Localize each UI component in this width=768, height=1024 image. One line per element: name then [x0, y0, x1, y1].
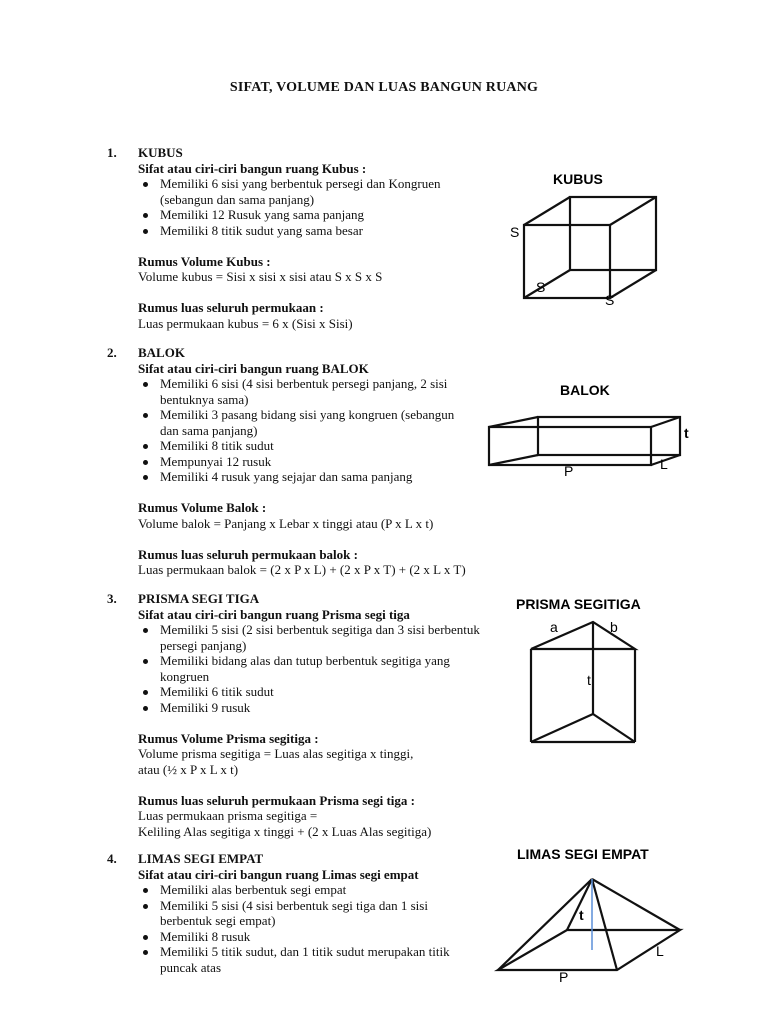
figure-label: LIMAS SEGI EMPAT — [517, 846, 649, 862]
area-formula-title: Rumus luas seluruh permukaan : — [138, 300, 324, 315]
figure-var: t — [579, 907, 584, 923]
properties-title: Sifat atau ciri-ciri bangun ruang BALOK — [138, 360, 369, 376]
section-heading: BALOK — [138, 345, 185, 360]
figure-var: t — [587, 672, 591, 688]
square-pyramid-figure — [490, 840, 700, 982]
triangular-prism-figure — [510, 592, 670, 752]
figure-label: PRISMA SEGITIGA — [516, 596, 641, 612]
section-body — [138, 867, 498, 976]
section-number: 2. — [107, 345, 117, 360]
section-heading: KUBUS — [138, 145, 183, 160]
list-item: Memiliki 8 titik sudut — [138, 438, 498, 454]
volume-formula-title: Rumus Volume Balok : — [138, 500, 267, 515]
list-item: Memiliki 6 sisi (4 sisi berbentuk persegi panjang, 2 sisi bentuknya sama) — [138, 376, 465, 407]
list-item: Memiliki 5 sisi (4 sisi berbentuk segi tiga dan 1 sisi berbentuk segi empat) — [138, 898, 430, 929]
properties-title: Sifat atau ciri-ciri bangun ruang Kubus : — [138, 160, 367, 176]
list-item: Memiliki bidang alas dan tutup berbentuk segitiga yang kongruen — [138, 653, 480, 684]
volume-formula-title: Rumus Volume Prisma segitiga : — [138, 730, 319, 746]
section-number: 1. — [107, 145, 117, 160]
figure-var: L — [656, 943, 664, 959]
figure-var: P — [559, 969, 569, 982]
section-body — [138, 361, 498, 578]
properties-list — [138, 622, 498, 715]
figure-var: S — [605, 292, 615, 308]
area-formula-line: Luas permukaan prisma segitiga = — [138, 808, 318, 823]
section-body — [138, 161, 498, 332]
list-item: Memiliki 5 titik sudut, dan 1 titik sudut merupakan titik puncak atas — [138, 944, 485, 975]
properties-title: Sifat atau ciri-ciri bangun ruang Prisma segi tiga — [138, 606, 410, 622]
list-item: Memiliki 5 sisi (2 sisi berbentuk segitiga dan 3 sisi berbentuk persegi panjang) — [138, 622, 480, 653]
volume-formula-title: Rumus Volume Kubus : — [138, 253, 271, 269]
list-item: Memiliki 6 sisi yang berbentuk persegi dan Kongruen (sebangun dan sama panjang) — [138, 176, 490, 207]
volume-formula-line: Volume prisma segitiga = Luas alas segitiga x tinggi, — [138, 746, 414, 761]
area-formula: Luas permukaan balok = (2 x P x L) + (2 x P x T) + (2 x L x T) — [138, 562, 466, 577]
cuboid-figure — [480, 375, 720, 485]
list-item: Memiliki 6 titik sudut — [138, 684, 498, 700]
list-item: Memiliki 8 titik sudut yang sama besar — [138, 223, 498, 239]
area-formula-line: Keliling Alas segitiga x tinggi + (2 x Luas Alas segitiga) — [138, 823, 432, 839]
section-heading: PRISMA SEGI TIGA — [138, 591, 260, 606]
properties-list — [138, 176, 498, 238]
list-item: Memiliki 4 rusuk yang sejajar dan sama panjang — [138, 469, 498, 485]
section-heading: LIMAS SEGI EMPAT — [138, 851, 264, 866]
volume-formula: Volume balok = Panjang x Lebar x tinggi atau (P x L x t) — [138, 515, 434, 531]
area-formula-title: Rumus luas seluruh permukaan balok : — [138, 546, 358, 562]
volume-formula-line: atau (½ x P x L x t) — [138, 761, 239, 777]
list-item: Memiliki 8 rusuk — [138, 929, 498, 945]
area-formula: Luas permukaan kubus = 6 x (Sisi x Sisi) — [138, 315, 353, 331]
volume-formula: Volume kubus = Sisi x sisi x sisi atau S x S x S — [138, 269, 383, 284]
section-number: 4. — [107, 851, 117, 866]
figure-var: S — [536, 279, 546, 295]
page-title: SIFAT, VOLUME DAN LUAS BANGUN RUANG — [229, 80, 539, 95]
figure-label: KUBUS — [553, 171, 603, 187]
list-item: Mempunyai 12 rusuk — [138, 454, 498, 470]
figure-var: t — [684, 425, 689, 441]
properties-list — [138, 882, 498, 975]
properties-list — [138, 376, 498, 485]
section-body — [138, 607, 498, 840]
cube-figure — [500, 165, 680, 315]
figure-var: a — [550, 619, 558, 635]
list-item: Memiliki alas berbentuk segi empat — [138, 882, 498, 898]
list-item: Memiliki 12 Rusuk yang sama panjang — [138, 207, 498, 223]
section-number: 3. — [107, 591, 117, 606]
figure-var: b — [610, 619, 618, 635]
properties-title: Sifat atau ciri-ciri bangun ruang Limas segi empat — [138, 866, 419, 882]
figure-label: BALOK — [560, 382, 610, 398]
figure-var: S — [510, 224, 520, 240]
list-item: Memiliki 9 rusuk — [138, 700, 498, 716]
figure-var: L — [660, 456, 668, 472]
area-formula-title: Rumus luas seluruh permukaan Prisma segi tiga : — [138, 792, 415, 808]
list-item: Memiliki 3 pasang bidang sisi yang kongruen (sebangun dan sama panjang) — [138, 407, 460, 438]
figure-var: P — [564, 463, 574, 479]
